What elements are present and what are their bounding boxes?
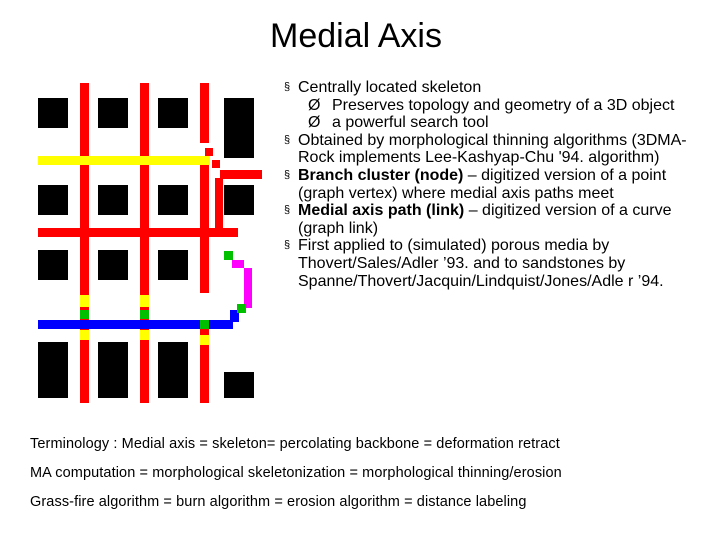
grain-square: [158, 342, 188, 372]
node-marker: [224, 251, 233, 260]
slide-title: Medial Axis: [270, 17, 442, 55]
bullet-item: [284, 132, 712, 167]
square-bullet-icon: §: [284, 239, 291, 252]
magenta-paths: [232, 260, 252, 308]
sub-bullet-text: Preserves topology and geometry of a 3D object: [332, 96, 675, 114]
grain-square: [158, 372, 188, 398]
square-bullet-icon: §: [284, 133, 291, 146]
node-marker: [140, 310, 149, 319]
bullet-text: First applied to (simulated) porous media by Thovert/Sales/Adler ’93. and to sandstones by Spanne/Thovert/Jacquin/Lindquist/Jones/Adle r ’94.: [298, 237, 664, 290]
bullet-text: – digitized version of a curve (graph link): [298, 202, 672, 237]
arrow-bullet-icon: Ø: [308, 96, 321, 114]
sub-bullet-text: a powerful search tool: [332, 114, 489, 132]
bullet-text: – digitized version of a point (graph vertex) where medial axis paths meet: [298, 166, 667, 202]
computation-line: MA computation = morphological skeletonization = morphological thinning/erosion: [30, 465, 562, 481]
sub-bullet-item: [284, 114, 712, 132]
grain-square: [38, 372, 68, 398]
grain-square: [224, 98, 254, 158]
bullet-text: Centrally located skeleton: [298, 79, 482, 96]
bullet-item: [284, 79, 712, 97]
node-marker: [200, 320, 209, 329]
sub-bullet-item: [284, 97, 712, 115]
node-marker: [80, 310, 89, 319]
node-marker: [237, 304, 246, 313]
algorithm-line: Grass-fire algorithm = burn algorithm = erosion algorithm = distance labeling: [30, 494, 527, 510]
grain-square: [224, 372, 254, 398]
grain-square: [98, 98, 128, 128]
grain-square: [224, 185, 254, 215]
square-bullet-icon: §: [284, 168, 291, 181]
grain-square: [98, 342, 128, 372]
bullet-list: [284, 79, 712, 290]
terminology-line: Terminology : Medial axis = skeleton= percolating backbone = deformation retract: [30, 436, 560, 452]
grain-square: [158, 185, 188, 215]
grain-square: [38, 185, 68, 215]
grain-square: [98, 372, 128, 398]
square-bullet-icon: §: [284, 81, 291, 93]
grain-square: [38, 250, 68, 280]
grain-square: [38, 98, 68, 128]
grain-square: [158, 98, 188, 128]
grain-square: [158, 250, 188, 280]
grain-square: [98, 185, 128, 215]
square-bullet-icon: §: [284, 204, 291, 217]
grain-square: [98, 250, 128, 280]
bullet-bold-term: Medial axis path (link): [298, 202, 465, 220]
bullet-item: [284, 237, 712, 290]
grain-square: [38, 342, 68, 372]
bullet-text: Obtained by morphological thinning algorithms (3DMA-Rock implements Lee-Kashyap-Chu '94. algorithm): [298, 131, 687, 167]
arrow-bullet-icon: Ø: [308, 114, 321, 132]
bullet-bold-term: Branch cluster (node): [298, 166, 464, 184]
bullet-item: [284, 167, 712, 202]
bullet-item: [284, 202, 712, 237]
